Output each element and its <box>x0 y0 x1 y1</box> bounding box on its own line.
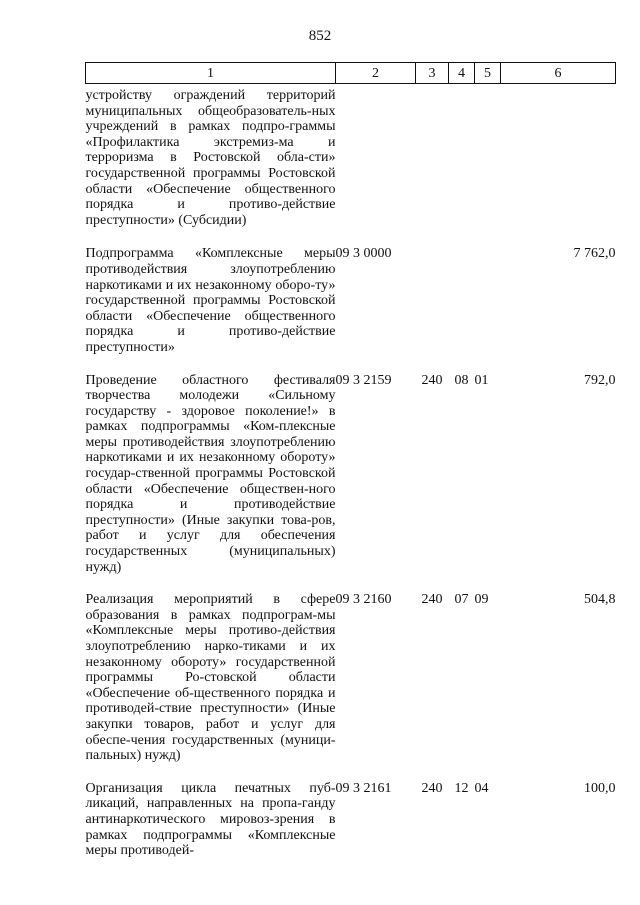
row-subsection: 09 <box>474 592 489 608</box>
table-row <box>86 781 616 859</box>
header-col-2: 2 <box>336 63 416 84</box>
row-subsection <box>475 246 501 372</box>
header-col-3: 3 <box>416 63 449 84</box>
row-amount: 792,0 <box>584 372 616 388</box>
row-section <box>449 246 475 372</box>
row-name: Реализация мероприятий в сфере образования в рамках подпрограм-мы «Комплексные меры противо-действия злоупотреблению нарко-тиками и их незаконному обороту» государственной программы Ро-стовской области «Обеспечение об-щественного порядка и противодей-ствие преступности» (Иные закупки товаров, работ и услуг для обеспе-чения государственных (муници-пальных) нужд) <box>85 592 336 764</box>
row-section <box>449 84 475 247</box>
header-col-6: 6 <box>501 63 616 84</box>
row-target-code: 09 3 2159 <box>335 372 392 388</box>
budget-table <box>85 62 616 859</box>
table-row <box>86 592 616 781</box>
row-expense-type <box>416 84 449 247</box>
row-name: устройству ограждений территорий муниципальных общеобразователь-ных учреждений в рамках подпро-граммы «Профилактика экстремиз-ма и терроризма в Ростовской обла-сти» государственной программы Ростовской области «Обеспечение общественного порядка и противо-действие преступности» (Субсидии) <box>85 88 336 228</box>
header-col-4: 4 <box>449 63 475 84</box>
row-expense-type: 240 <box>421 780 443 796</box>
row-amount: 100,0 <box>584 780 616 796</box>
row-subsection: 01 <box>474 372 489 388</box>
row-amount <box>501 84 616 247</box>
row-subsection: 04 <box>474 780 489 796</box>
row-section: 12 <box>454 780 469 796</box>
row-amount: 504,8 <box>584 592 616 608</box>
row-section: 08 <box>454 372 469 388</box>
table-row <box>86 373 616 593</box>
row-name: Организация цикла печатных пуб-ликаций, направленных на пропа-ганду антинаркотического мировоз-зрения в рамках подпрограммы «Комплексные меры противодей- <box>85 780 336 859</box>
row-target-code <box>336 84 416 247</box>
row-expense-type: 240 <box>421 592 443 608</box>
row-target-code: 09 3 2160 <box>335 592 392 608</box>
row-subsection <box>475 84 501 247</box>
header-col-5: 5 <box>475 63 501 84</box>
table-row <box>86 246 616 372</box>
row-target-code: 09 3 0000 <box>335 246 392 262</box>
page-number: 852 <box>308 28 332 44</box>
row-name: Подпрограмма «Комплексные меры противодействия злоупотреблению наркотиками и их незаконному оборо-ту» государственной программы Ростовской области «Обеспечение общественного порядка и противо-действие преступности» <box>85 246 336 355</box>
row-target-code: 09 3 2161 <box>335 780 392 796</box>
table-header-row <box>86 63 616 84</box>
row-expense-type <box>416 246 449 372</box>
row-name: Проведение областного фестиваля творчества молодежи «Сильному государству - здоровое поколение!» в рамках подпрограммы «Ком-плексные меры противодействия злоупотреблению наркотиками и их незаконному обороту» государ-ственной программы Ростовской области «Обеспечение обществен-ного порядка и противодействие преступности» (Иные закупки това-ров, работ и услуг для обеспечения государственных (муниципальных) нужд) <box>85 372 336 575</box>
row-expense-type: 240 <box>421 372 443 388</box>
header-col-1: 1 <box>86 63 336 84</box>
row-amount: 7 762,0 <box>573 246 616 262</box>
row-section: 07 <box>454 592 469 608</box>
table-row <box>86 84 616 247</box>
